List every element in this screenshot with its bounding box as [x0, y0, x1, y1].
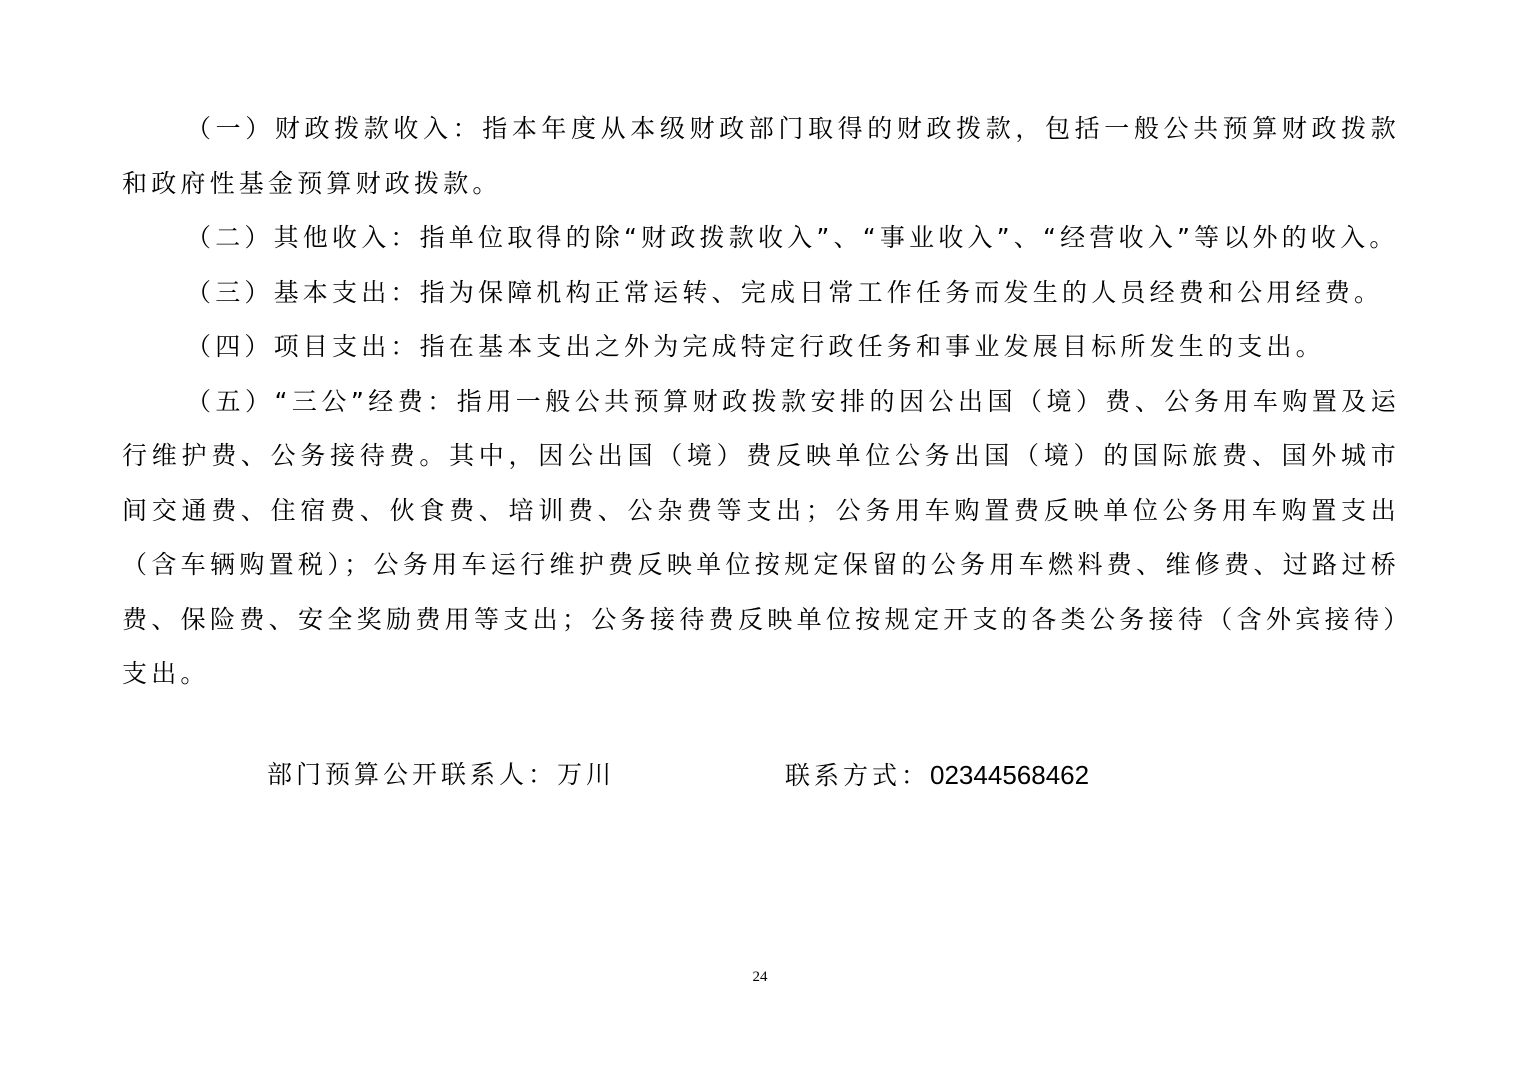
- contact-method-label: 联系方式：: [785, 761, 931, 790]
- contact-phone: 02344568462: [930, 760, 1090, 790]
- contact-person: [267, 755, 615, 795]
- paragraph-other-income: （二）其他收入：指单位取得的除“财政拨款收入”、“事业收入”、“经营收入”等以外的收入。: [186, 223, 1399, 252]
- paragraph-project-expenditure: （四）项目支出：指在基本支出之外为完成特定行政任务和事业发展目标所发生的支出。: [186, 332, 1325, 361]
- body-text: [122, 102, 1400, 702]
- paragraph-fiscal-appropriation-income: （一）财政拨款收入：指本年度从本级财政部门取得的财政拨款，包括一般公共预算财政拨款和政府性基金预算财政拨款。: [122, 114, 1400, 198]
- contact-method: [785, 755, 1089, 796]
- contact-person-name: 万川: [557, 760, 616, 789]
- contact-person-label: 部门预算公开联系人：: [267, 760, 558, 789]
- contact-row: [0, 755, 1520, 795]
- paragraph-three-public-expenses: （五）“三公”经费：指用一般公共预算财政拨款安排的因公出国（境）费、公务用车购置及运行维护费、公务接待费。其中，因公出国（境）费反映单位公务出国（境）的国际旅费、国外城市间交通费、住宿费、伙食费、培训费、公杂费等支出；公务用车购置费反映单位公务用车购置支出（含车辆购置税）；公务用车运行维护费反映单位按规定保留的公务用车燃料费、维修费、过路过桥费、保险费、安全奖励费用等支出；公务接待费反映单位按规定开支的各类公务接待（含外宾接待）支出。: [122, 386, 1400, 688]
- page-number: 24: [752, 969, 768, 985]
- paragraph-basic-expenditure: （三）基本支出：指为保障机构正常运转、完成日常工作任务而发生的人员经费和公用经费。: [186, 277, 1384, 307]
